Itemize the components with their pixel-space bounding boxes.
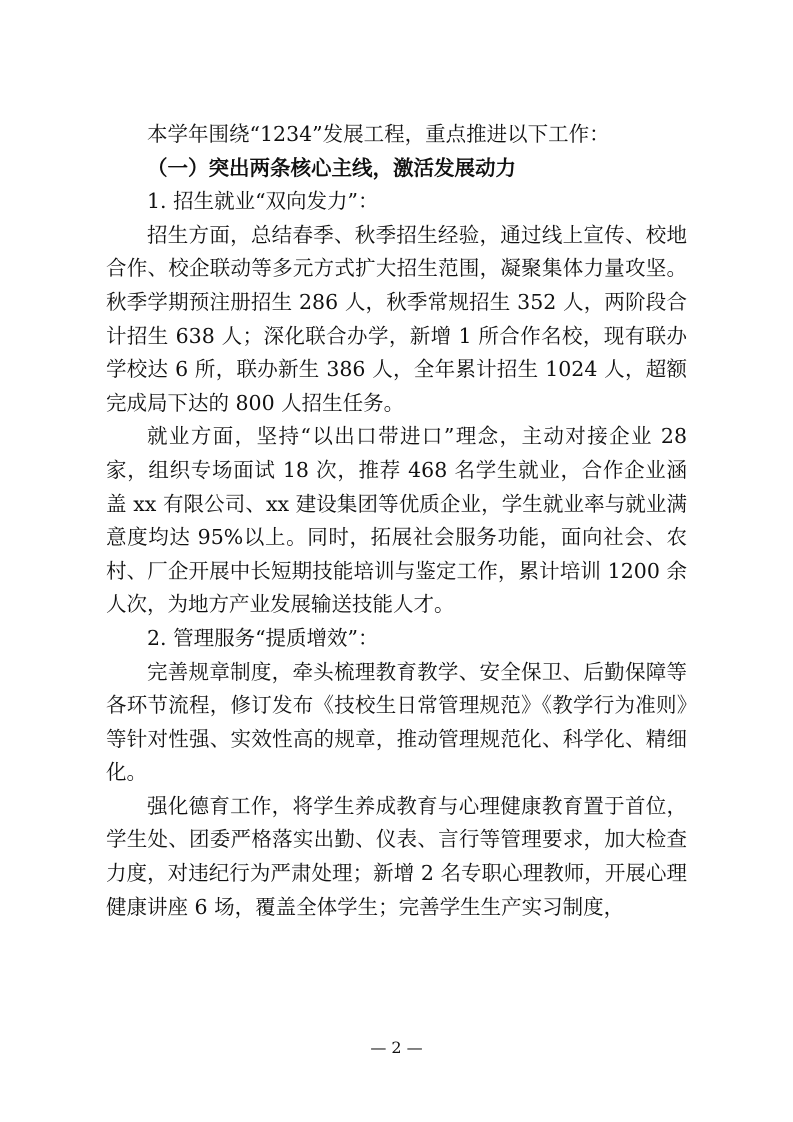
paragraph-enrollment: 招生方面，总结春季、秋季招生经验，通过线上宣传、校地合作、校企联动等多元方式扩大招生范围，凝聚集体力量攻坚。秋季学期预注册招生 286 人，秋季常规招生 352 人，两阶段合计招生 638 人；深化联合办学，新增 1 所合作名校，现有联办学校达 6 所，联办新生 386 人，全年累计招生 1024 人，超额完成局下达的 800 人招生任务。 (106, 222, 687, 415)
page-number: — 2 — (370, 1038, 423, 1057)
subheading-enrollment-employment: 1. 招生就业“双向发力”： (147, 189, 379, 214)
section-heading: （一）突出两条核心主线，激活发展动力 (147, 155, 516, 180)
paragraph-moral-education: 强化德育工作，将学生养成教育与心理健康教育置于首位，学生处、团委严格落实出勤、仪表、言行等管理要求，加大检查力度，对违纪行为严肃处理；新增 2 名专职心理教师，开展心理健康讲座 6 场，覆盖全体学生；完善学生生产实习制度， (106, 793, 687, 919)
intro-paragraph: 本学年围绕“1234”发展工程，重点推进以下工作： (147, 122, 610, 146)
paragraph-employment: 就业方面，坚持“以出口带进口”理念，主动对接企业 28 家，组织专场面试 18 次，推荐 468 名学生就业，合作企业涵盖 xx 有限公司、xx 建设集团等优质企业，学生就业率与就业满意度均达 95%以上。同时，拓展社会服务功能，面向社会、农村、厂企开展中长短期技能培训与鉴定工作，累计培训 1200 余人次，为地方产业发展输送技能人才。 (106, 424, 687, 617)
subheading-management-service: 2. 管理服务“提质增效”： (147, 625, 379, 650)
body-text (106, 118, 687, 924)
paragraph-regulations: 完善规章制度，牵头梳理教育教学、安全保卫、后勤保障等各环节流程，修订发布《技校生日常管理规范》《教学行为准则》等针对性强、实效性高的规章，推动管理规范化、科学化、精细化。 (106, 659, 687, 785)
